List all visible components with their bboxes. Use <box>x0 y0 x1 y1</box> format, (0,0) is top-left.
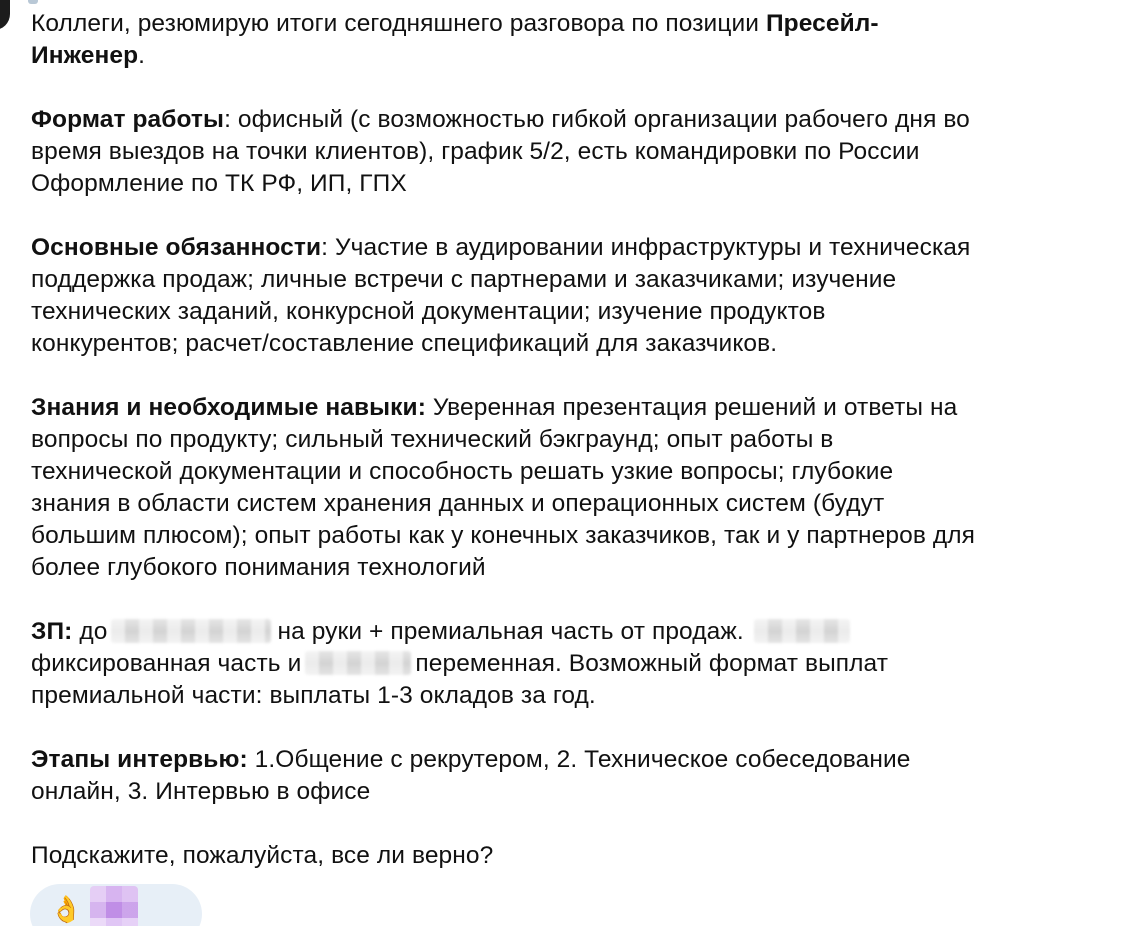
intro-line-1: Коллеги, резюмирую итоги сегодняшнего разговора по позиции Пресейл- <box>31 10 879 37</box>
stages-line-1: Этапы интервью: 1.Общение с рекрутером, 2. Техническое собеседование <box>31 746 911 773</box>
message-bubble-corner <box>0 0 10 30</box>
format-line-3: Оформление по ТК РФ, ИП, ГПХ <box>31 170 407 197</box>
stages-line-2: онлайн, 3. Интервью в офисе <box>31 778 371 805</box>
blurred-variable-share <box>305 651 411 675</box>
question-line: Подскажите, пожалуйста, все ли верно? <box>31 842 494 869</box>
duties-label: Основные обязанности <box>31 234 322 261</box>
sender-name-fragment <box>28 0 38 4</box>
salary-line-3: премиальной части: выплаты 1-3 окладов за год. <box>31 682 596 709</box>
intro-line-2: Инженер. <box>31 42 146 69</box>
format-label: Формат работы <box>31 106 225 133</box>
blurred-salary-ratio <box>754 619 850 643</box>
skills-line-4: знания в области систем хранения данных и операционных систем (будут <box>31 490 885 517</box>
duties-line-2: поддержка продаж; личные встречи с партнерами и заказчиками; изучение <box>31 266 897 293</box>
skills-line-2: вопросы по продукту; сильный технический бэкграунд; опыт работы в <box>31 426 834 453</box>
skills-line-3: технической документации и способность решать узкие вопросы; глубокие <box>31 458 894 485</box>
ok-hand-icon: 👌 <box>50 895 83 925</box>
position-title-part1: Пресейл- <box>765 10 879 37</box>
salary-line-2: фиксированная часть и переменная. Возможный формат выплат <box>31 650 889 677</box>
duties-line-4: конкурентов; расчет/составление спецификаций для заказчиков. <box>31 330 778 357</box>
skills-label: Знания и необходимые навыки: <box>31 394 426 421</box>
format-line-2: время выездов на точки клиентов), график 5/2, есть командировки по России <box>31 138 920 165</box>
position-title-part2: Инженер <box>31 42 139 69</box>
format-line-1: Формат работы: офисный (с возможностью гибкой организации рабочего дня во <box>31 106 970 133</box>
skills-line-1: Знания и необходимые навыки: Уверенная презентация решений и ответы на <box>31 394 958 421</box>
duties-line-1: Основные обязанности: Участие в аудировании инфраструктуры и техническая <box>31 234 971 261</box>
reactor-avatar[interactable] <box>90 886 138 926</box>
stages-label: Этапы интервью: <box>31 746 248 773</box>
message-text <box>31 8 1111 872</box>
salary-label: ЗП: <box>31 618 73 645</box>
duties-line-3: технических заданий, конкурсной документации; изучение продуктов <box>31 298 826 325</box>
blurred-salary-amount <box>111 619 271 643</box>
reaction-chip[interactable] <box>30 884 202 926</box>
skills-line-5: большим плюсом); опыт работы как у конечных заказчиков, так и у партнеров для <box>31 522 976 549</box>
skills-line-6: более глубокого понимания технологий <box>31 554 486 581</box>
salary-line-1: ЗП: до на руки + премиальная часть от продаж. <box>31 616 1111 648</box>
